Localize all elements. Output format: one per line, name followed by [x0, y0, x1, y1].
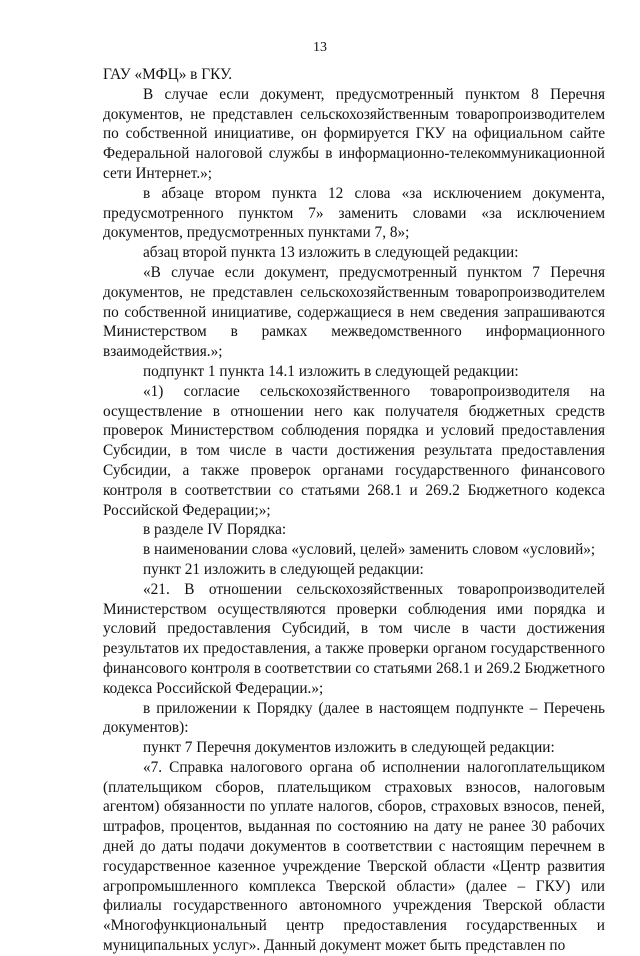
- paragraph: «В случае если документ, предусмотренный пунктом 7 Перечня документов, не представлен сельскохозяйственным товаропроизводителем по собственной инициативе, содержащиеся в нем сведения запрашиваются Министерством в рамках межведомственного информационного взаимодействия.»;: [103, 263, 605, 361]
- paragraph: пункт 7 Перечня документов изложить в следующей редакции:: [143, 739, 555, 757]
- paragraph: «21. В отношении сельскохозяйственных товаропроизводителей Министерством осуществляются проверки соблюдения ими порядка и условий предоставления Субсидий, в том числе в части достижения результатов их предоставления, а также проверки органом государственного финансового контроля в соответствии со статьями 268.1 и 269.2 Бюджетного кодекса Российской Федерации.»;: [103, 580, 605, 697]
- paragraph: «7. Справка налогового органа об исполнении налогоплательщиком (плательщиком сборов, плательщиком страховых взносов, налоговым агентом) обязанности по уплате налогов, сборов, страховых взносов, пеней, штрафов, процентов, выданная по состоянию на дату не ранее 30 рабочих дней до даты подачи документов в соответствии с настоящим перечнем в государственное казенное учреждение Тверской области «Центр развития агропромышленного комплекса Тверской области» (далее – ГКУ) или филиалы государственного автономного учреждения Тверской области «Многофункциональный центр предоставления государственных и муниципальных услуг». Данный документ может быть представлен по: [103, 758, 605, 955]
- paragraph: абзац второй пункта 13 изложить в следующей редакции:: [143, 244, 519, 262]
- paragraph: в приложении к Порядку (далее в настоящем подпункте – Перечень документов):: [103, 699, 605, 737]
- paragraph: ГАУ «МФЦ» в ГКУ.: [103, 66, 233, 83]
- paragraph: в абзаце втором пункта 12 слова «за исключением документа, предусмотренного пунктом 7» заменить словами «за исключением документов, предусмотренных пунктами 7, 8»;: [103, 184, 605, 242]
- page-number: 13: [313, 40, 327, 55]
- document-body: [103, 65, 605, 956]
- paragraph: в наименовании слова «условий, целей» заменить словом «условий»;: [143, 541, 596, 559]
- paragraph: В случае если документ, предусмотренный пунктом 8 Перечня документов, не представлен сельскохозяйственным товаропроизводителем по собственной инициативе, он формируется ГКУ на официальном сайте Федеральной налоговой службы в информационно-телекоммуникационной сети Интернет.»;: [103, 85, 605, 182]
- paragraph: в разделе IV Порядка:: [143, 521, 287, 539]
- paragraph: «1) согласие сельскохозяйственного товаропроизводителя на осуществление в отношении него как получателя бюджетных средств проверок Министерством соблюдения порядка и условий предоставления Субсидии, в том числе в части достижения результата предоставления Субсидии, а также проверок органами государственного финансового контроля в соответствии со статьями 268.1 и 269.2 Бюджетного кодекса Российской Федерации;»;: [103, 382, 605, 519]
- paragraph: пункт 21 изложить в следующей редакции:: [143, 560, 424, 578]
- paragraph: подпункт 1 пункта 14.1 изложить в следующей редакции:: [143, 362, 519, 380]
